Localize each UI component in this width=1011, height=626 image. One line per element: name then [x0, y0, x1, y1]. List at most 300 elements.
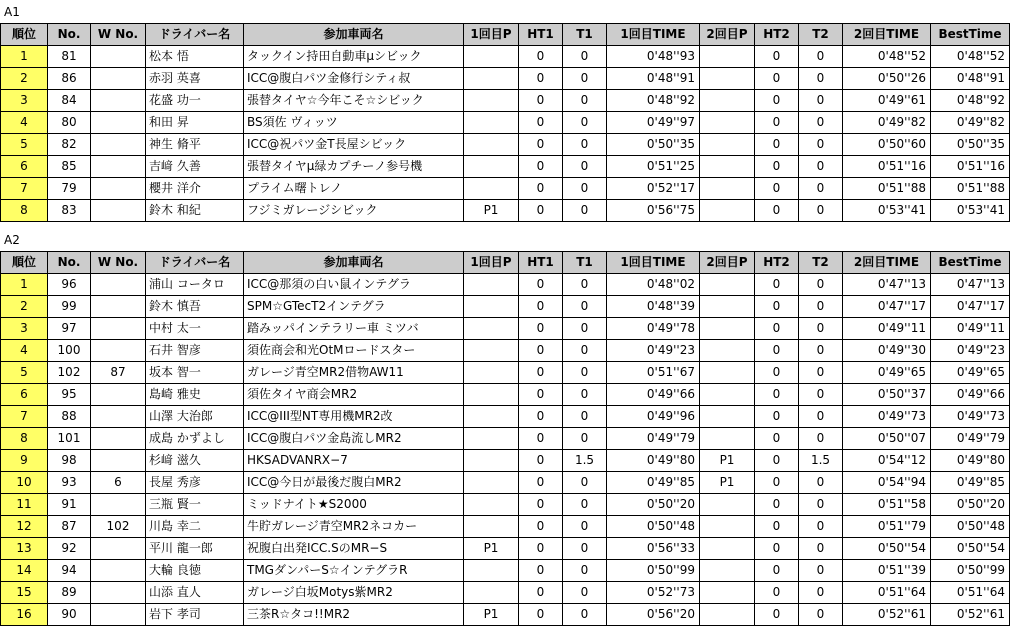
t2-cell: 0 — [799, 156, 843, 178]
best-time-cell: 0'51''16 — [931, 156, 1010, 178]
car-name-cell: 張替タイヤμ緑カプチーノ参号機 — [244, 156, 464, 178]
header-ht1: HT1 — [519, 24, 563, 46]
w-number-cell: 6 — [91, 472, 146, 494]
header-rank: 順位 — [1, 24, 48, 46]
penalty1-cell — [464, 68, 519, 90]
car-name-cell: 祝腹白出発ICC.SのMR−S — [244, 538, 464, 560]
time1-cell: 0'51''67 — [607, 362, 700, 384]
penalty2-cell — [700, 134, 755, 156]
t1-cell: 0 — [563, 318, 607, 340]
best-time-cell: 0'49''80 — [931, 450, 1010, 472]
time2-cell: 0'53''41 — [843, 200, 931, 222]
car-number-cell: 82 — [48, 134, 91, 156]
time1-cell: 0'48''93 — [607, 46, 700, 68]
time1-cell: 0'56''20 — [607, 604, 700, 626]
penalty1-cell — [464, 112, 519, 134]
ht1-cell: 0 — [519, 560, 563, 582]
penalty1-cell — [464, 582, 519, 604]
car-number-cell: 80 — [48, 112, 91, 134]
w-number-cell — [91, 340, 146, 362]
ht2-cell: 0 — [755, 112, 799, 134]
w-number-cell — [91, 406, 146, 428]
penalty1-cell — [464, 178, 519, 200]
time2-cell: 0'49''82 — [843, 112, 931, 134]
header-time1: 1回目TIME — [607, 252, 700, 274]
table-row — [1, 68, 1010, 90]
header-penalty2: 2回目P — [700, 24, 755, 46]
penalty1-cell — [464, 384, 519, 406]
ht2-cell: 0 — [755, 178, 799, 200]
ht2-cell: 0 — [755, 428, 799, 450]
penalty2-cell — [700, 582, 755, 604]
ht2-cell: 0 — [755, 318, 799, 340]
header-penalty1: 1回目P — [464, 252, 519, 274]
group-label-a1: A1 — [4, 5, 20, 19]
t2-cell: 0 — [799, 340, 843, 362]
t2-cell: 0 — [799, 318, 843, 340]
t1-cell: 0 — [563, 156, 607, 178]
driver-name-cell: 松本 悟 — [146, 46, 244, 68]
driver-name-cell: 浦山 コータロ — [146, 274, 244, 296]
table-row — [1, 156, 1010, 178]
time2-cell: 0'54''94 — [843, 472, 931, 494]
header-time2: 2回目TIME — [843, 24, 931, 46]
driver-name-cell: 鈴木 和紀 — [146, 200, 244, 222]
t1-cell: 0 — [563, 362, 607, 384]
ht2-cell: 0 — [755, 538, 799, 560]
time2-cell: 0'49''61 — [843, 90, 931, 112]
table-row — [1, 318, 1010, 340]
rank-cell: 6 — [1, 156, 48, 178]
penalty2-cell — [700, 560, 755, 582]
driver-name-cell: 成島 かずよし — [146, 428, 244, 450]
penalty1-cell — [464, 318, 519, 340]
t2-cell: 0 — [799, 46, 843, 68]
best-time-cell: 0'49''85 — [931, 472, 1010, 494]
table-row — [1, 472, 1010, 494]
t2-cell: 0 — [799, 112, 843, 134]
ht1-cell: 0 — [519, 296, 563, 318]
car-name-cell: フジミガレージシビック — [244, 200, 464, 222]
table-row — [1, 200, 1010, 222]
time1-cell: 0'56''33 — [607, 538, 700, 560]
w-number-cell — [91, 112, 146, 134]
time2-cell: 0'50''07 — [843, 428, 931, 450]
time1-cell: 0'50''35 — [607, 134, 700, 156]
penalty2-cell — [700, 340, 755, 362]
driver-name-cell: 神生 脩平 — [146, 134, 244, 156]
driver-name-cell: 三瓶 賢一 — [146, 494, 244, 516]
penalty2-cell — [700, 516, 755, 538]
t2-cell: 0 — [799, 274, 843, 296]
ht1-cell: 0 — [519, 494, 563, 516]
car-number-cell: 94 — [48, 560, 91, 582]
ht2-cell: 0 — [755, 46, 799, 68]
ht2-cell: 0 — [755, 604, 799, 626]
rank-cell: 8 — [1, 428, 48, 450]
driver-name-cell: 平川 龍一郎 — [146, 538, 244, 560]
t2-cell: 0 — [799, 516, 843, 538]
table-row — [1, 604, 1010, 626]
header-ht2: HT2 — [755, 24, 799, 46]
time1-cell: 0'50''48 — [607, 516, 700, 538]
ht2-cell: 0 — [755, 68, 799, 90]
t1-cell: 0 — [563, 68, 607, 90]
penalty2-cell — [700, 68, 755, 90]
driver-name-cell: 長屋 秀彦 — [146, 472, 244, 494]
penalty1-cell — [464, 450, 519, 472]
ht2-cell: 0 — [755, 560, 799, 582]
best-time-cell: 0'49''66 — [931, 384, 1010, 406]
ht1-cell: 0 — [519, 362, 563, 384]
penalty1-cell — [464, 274, 519, 296]
car-number-cell: 81 — [48, 46, 91, 68]
best-time-cell: 0'50''48 — [931, 516, 1010, 538]
ht1-cell: 0 — [519, 112, 563, 134]
results-table-a1 — [0, 23, 1010, 222]
header-ht1: HT1 — [519, 252, 563, 274]
car-name-cell: ICC@腹白パツ金島流しMR2 — [244, 428, 464, 450]
time1-cell: 0'49''80 — [607, 450, 700, 472]
car-name-cell: ICC@III型NT専用機MR2改 — [244, 406, 464, 428]
header-row — [1, 24, 1010, 46]
car-name-cell: ガレージ白坂Motys紫MR2 — [244, 582, 464, 604]
time1-cell: 0'48''91 — [607, 68, 700, 90]
penalty2-cell — [700, 46, 755, 68]
rank-cell: 16 — [1, 604, 48, 626]
rank-cell: 13 — [1, 538, 48, 560]
rank-cell: 15 — [1, 582, 48, 604]
rank-cell: 5 — [1, 362, 48, 384]
best-time-cell: 0'49''82 — [931, 112, 1010, 134]
best-time-cell: 0'50''99 — [931, 560, 1010, 582]
ht2-cell: 0 — [755, 494, 799, 516]
penalty1-cell — [464, 296, 519, 318]
w-number-cell — [91, 538, 146, 560]
table-row — [1, 340, 1010, 362]
car-name-cell: 牛貯ガレージ青空MR2ネコカー — [244, 516, 464, 538]
car-name-cell: 張替タイヤ☆今年こそ☆シビック — [244, 90, 464, 112]
driver-name-cell: 中村 太一 — [146, 318, 244, 340]
best-time-cell: 0'50''35 — [931, 134, 1010, 156]
ht2-cell: 0 — [755, 274, 799, 296]
driver-name-cell: 川島 幸二 — [146, 516, 244, 538]
ht1-cell: 0 — [519, 406, 563, 428]
t2-cell: 0 — [799, 296, 843, 318]
penalty2-cell — [700, 112, 755, 134]
ht1-cell: 0 — [519, 582, 563, 604]
header-driver: ドライバー名 — [146, 24, 244, 46]
table-header — [1, 252, 1010, 274]
t2-cell: 0 — [799, 134, 843, 156]
rank-cell: 9 — [1, 450, 48, 472]
time2-cell: 0'51''16 — [843, 156, 931, 178]
rank-cell: 3 — [1, 318, 48, 340]
ht1-cell: 0 — [519, 156, 563, 178]
car-name-cell: 須佐タイヤ商会MR2 — [244, 384, 464, 406]
t2-cell: 0 — [799, 200, 843, 222]
driver-name-cell: 山澤 大治郎 — [146, 406, 244, 428]
penalty1-cell — [464, 472, 519, 494]
driver-name-cell: 岩下 孝司 — [146, 604, 244, 626]
w-number-cell — [91, 582, 146, 604]
t1-cell: 0 — [563, 200, 607, 222]
table-row — [1, 296, 1010, 318]
time2-cell: 0'51''39 — [843, 560, 931, 582]
table-row — [1, 494, 1010, 516]
w-number-cell — [91, 560, 146, 582]
ht1-cell: 0 — [519, 134, 563, 156]
penalty1-cell — [464, 362, 519, 384]
time2-cell: 0'51''88 — [843, 178, 931, 200]
time1-cell: 0'49''96 — [607, 406, 700, 428]
t1-cell: 0 — [563, 112, 607, 134]
ht2-cell: 0 — [755, 582, 799, 604]
t2-cell: 0 — [799, 582, 843, 604]
penalty1-cell — [464, 406, 519, 428]
t1-cell: 0 — [563, 46, 607, 68]
best-time-cell: 0'49''11 — [931, 318, 1010, 340]
t2-cell: 0 — [799, 560, 843, 582]
t1-cell: 0 — [563, 604, 607, 626]
car-number-cell: 92 — [48, 538, 91, 560]
table-row — [1, 406, 1010, 428]
w-number-cell — [91, 384, 146, 406]
car-name-cell: ICC@那須の白い鼠インテグラ — [244, 274, 464, 296]
header-t1: T1 — [563, 24, 607, 46]
t1-cell: 0 — [563, 134, 607, 156]
results-table-a2 — [0, 251, 1010, 626]
penalty2-cell — [700, 428, 755, 450]
t2-cell: 0 — [799, 472, 843, 494]
ht2-cell: 0 — [755, 406, 799, 428]
ht1-cell: 0 — [519, 538, 563, 560]
time1-cell: 0'52''17 — [607, 178, 700, 200]
time2-cell: 0'51''79 — [843, 516, 931, 538]
car-number-cell: 98 — [48, 450, 91, 472]
car-number-cell: 79 — [48, 178, 91, 200]
car-number-cell: 95 — [48, 384, 91, 406]
ht1-cell: 0 — [519, 428, 563, 450]
rank-cell: 8 — [1, 200, 48, 222]
ht2-cell: 0 — [755, 200, 799, 222]
best-time-cell: 0'50''20 — [931, 494, 1010, 516]
t2-cell: 0 — [799, 362, 843, 384]
rank-cell: 10 — [1, 472, 48, 494]
w-number-cell — [91, 178, 146, 200]
time2-cell: 0'50''60 — [843, 134, 931, 156]
t1-cell: 0 — [563, 538, 607, 560]
t2-cell: 1.5 — [799, 450, 843, 472]
w-number-cell — [91, 46, 146, 68]
time2-cell: 0'51''58 — [843, 494, 931, 516]
time2-cell: 0'49''65 — [843, 362, 931, 384]
ht1-cell: 0 — [519, 604, 563, 626]
penalty2-cell — [700, 494, 755, 516]
ht2-cell: 0 — [755, 90, 799, 112]
t1-cell: 0 — [563, 428, 607, 450]
t1-cell: 0 — [563, 472, 607, 494]
table-row — [1, 516, 1010, 538]
driver-name-cell: 石井 智彦 — [146, 340, 244, 362]
best-time-cell: 0'51''64 — [931, 582, 1010, 604]
w-number-cell — [91, 604, 146, 626]
rank-cell: 2 — [1, 68, 48, 90]
time1-cell: 0'50''99 — [607, 560, 700, 582]
car-number-cell: 100 — [48, 340, 91, 362]
penalty2-cell — [700, 296, 755, 318]
table-row — [1, 90, 1010, 112]
ht2-cell: 0 — [755, 134, 799, 156]
table-row — [1, 428, 1010, 450]
table-header — [1, 24, 1010, 46]
t2-cell: 0 — [799, 406, 843, 428]
car-number-cell: 88 — [48, 406, 91, 428]
w-number-cell: 87 — [91, 362, 146, 384]
penalty1-cell — [464, 46, 519, 68]
penalty2-cell — [700, 274, 755, 296]
time1-cell: 0'49''85 — [607, 472, 700, 494]
penalty1-cell — [464, 90, 519, 112]
car-name-cell: HKSADVANRX−7 — [244, 450, 464, 472]
car-name-cell: 踏みッパインテラリー車 ミツバ — [244, 318, 464, 340]
rank-cell: 12 — [1, 516, 48, 538]
car-name-cell: ICC@祝パツ金T長屋シビック — [244, 134, 464, 156]
header-rank: 順位 — [1, 252, 48, 274]
w-number-cell — [91, 90, 146, 112]
rank-cell: 4 — [1, 340, 48, 362]
table-row — [1, 384, 1010, 406]
penalty1-cell — [464, 428, 519, 450]
car-name-cell: ミッドナイト★S2000 — [244, 494, 464, 516]
rank-cell: 7 — [1, 406, 48, 428]
header-w-number: W No. — [91, 252, 146, 274]
table-row — [1, 560, 1010, 582]
penalty2-cell — [700, 200, 755, 222]
best-time-cell: 0'49''65 — [931, 362, 1010, 384]
table-row — [1, 112, 1010, 134]
t2-cell: 0 — [799, 538, 843, 560]
ht2-cell: 0 — [755, 296, 799, 318]
car-number-cell: 101 — [48, 428, 91, 450]
rank-cell: 7 — [1, 178, 48, 200]
ht1-cell: 0 — [519, 274, 563, 296]
header-t1: T1 — [563, 252, 607, 274]
w-number-cell — [91, 200, 146, 222]
time2-cell: 0'49''11 — [843, 318, 931, 340]
time2-cell: 0'50''37 — [843, 384, 931, 406]
ht1-cell: 0 — [519, 318, 563, 340]
w-number-cell: 102 — [91, 516, 146, 538]
table-row — [1, 274, 1010, 296]
table-body — [1, 46, 1010, 222]
driver-name-cell: 和田 昇 — [146, 112, 244, 134]
table-body — [1, 274, 1010, 626]
time1-cell: 0'49''66 — [607, 384, 700, 406]
t1-cell: 1.5 — [563, 450, 607, 472]
penalty2-cell: P1 — [700, 472, 755, 494]
t1-cell: 0 — [563, 296, 607, 318]
table-row — [1, 134, 1010, 156]
header-t2: T2 — [799, 252, 843, 274]
w-number-cell — [91, 494, 146, 516]
t1-cell: 0 — [563, 516, 607, 538]
rank-cell: 1 — [1, 274, 48, 296]
w-number-cell — [91, 296, 146, 318]
time1-cell: 0'49''23 — [607, 340, 700, 362]
penalty2-cell — [700, 90, 755, 112]
ht1-cell: 0 — [519, 200, 563, 222]
t2-cell: 0 — [799, 604, 843, 626]
penalty1-cell — [464, 560, 519, 582]
penalty1-cell — [464, 156, 519, 178]
car-number-cell: 90 — [48, 604, 91, 626]
driver-name-cell: 吉﨑 久善 — [146, 156, 244, 178]
penalty2-cell — [700, 406, 755, 428]
best-time-cell: 0'49''73 — [931, 406, 1010, 428]
best-time-cell: 0'52''61 — [931, 604, 1010, 626]
t2-cell: 0 — [799, 494, 843, 516]
rank-cell: 1 — [1, 46, 48, 68]
w-number-cell — [91, 428, 146, 450]
car-number-cell: 102 — [48, 362, 91, 384]
header-penalty2: 2回目P — [700, 252, 755, 274]
t1-cell: 0 — [563, 494, 607, 516]
rank-cell: 11 — [1, 494, 48, 516]
car-number-cell: 93 — [48, 472, 91, 494]
car-number-cell: 86 — [48, 68, 91, 90]
best-time-cell: 0'53''41 — [931, 200, 1010, 222]
header-time2: 2回目TIME — [843, 252, 931, 274]
header-best-time: BestTime — [931, 252, 1010, 274]
time2-cell: 0'51''64 — [843, 582, 931, 604]
t2-cell: 0 — [799, 178, 843, 200]
driver-name-cell: 大輪 良徳 — [146, 560, 244, 582]
car-name-cell: ICC@腹白パツ金修行シティ叔 — [244, 68, 464, 90]
best-time-cell: 0'48''91 — [931, 68, 1010, 90]
time1-cell: 0'56''75 — [607, 200, 700, 222]
car-name-cell: プライム曙トレノ — [244, 178, 464, 200]
header-best-time: BestTime — [931, 24, 1010, 46]
car-number-cell: 87 — [48, 516, 91, 538]
w-number-cell — [91, 156, 146, 178]
time1-cell: 0'50''20 — [607, 494, 700, 516]
ht2-cell: 0 — [755, 450, 799, 472]
penalty2-cell — [700, 604, 755, 626]
ht1-cell: 0 — [519, 68, 563, 90]
driver-name-cell: 鈴木 慎吾 — [146, 296, 244, 318]
t2-cell: 0 — [799, 68, 843, 90]
w-number-cell — [91, 134, 146, 156]
t2-cell: 0 — [799, 428, 843, 450]
time1-cell: 0'48''39 — [607, 296, 700, 318]
penalty1-cell: P1 — [464, 200, 519, 222]
time1-cell: 0'49''79 — [607, 428, 700, 450]
ht1-cell: 0 — [519, 384, 563, 406]
ht1-cell: 0 — [519, 46, 563, 68]
ht2-cell: 0 — [755, 156, 799, 178]
t1-cell: 0 — [563, 560, 607, 582]
car-number-cell: 91 — [48, 494, 91, 516]
penalty1-cell — [464, 340, 519, 362]
header-t2: T2 — [799, 24, 843, 46]
best-time-cell: 0'51''88 — [931, 178, 1010, 200]
penalty1-cell — [464, 134, 519, 156]
penalty2-cell — [700, 318, 755, 340]
penalty1-cell — [464, 516, 519, 538]
header-penalty1: 1回目P — [464, 24, 519, 46]
time1-cell: 0'49''78 — [607, 318, 700, 340]
